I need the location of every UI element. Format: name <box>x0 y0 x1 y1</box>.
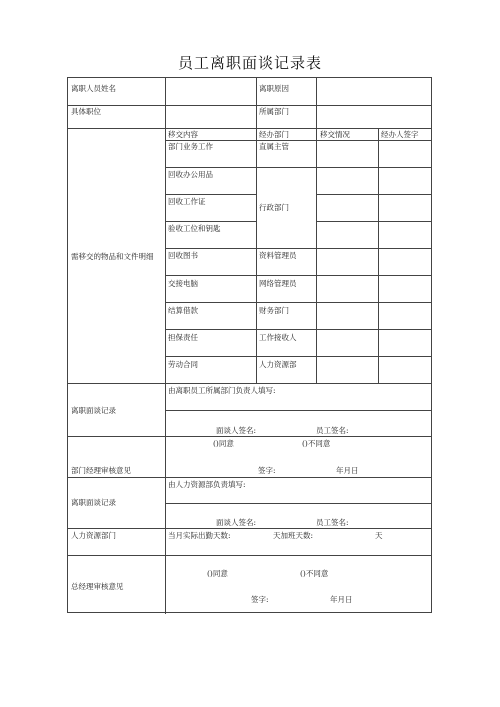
dept-receiver: 工作接收人 <box>259 333 297 342</box>
gm-disagree-option[interactable]: ()不同意 <box>300 569 329 578</box>
dept-supervisor: 直属主管 <box>259 142 289 151</box>
header-status: 移交情况 <box>320 130 350 139</box>
interview2-employee-signature: 员工签名: <box>316 518 349 527</box>
item-work-badge: 回收工作证 <box>168 197 206 206</box>
gm-sign-label: 签字: <box>251 595 269 604</box>
item-books: 回收图书 <box>168 251 198 260</box>
dept-records: 资料管理员 <box>259 251 297 260</box>
hr-label: 人力资源部门 <box>71 531 116 540</box>
dept-hr: 人力资源部 <box>259 360 297 369</box>
hr-days-unit: 天 <box>375 531 383 540</box>
page-title: 员工离职面谈记录表 <box>177 54 322 72</box>
interview2-label: 离职面谈记录 <box>71 498 116 507</box>
dept-network: 网络管理员 <box>259 279 297 288</box>
handover-section-label: 需移交的物品和文件明细 <box>71 252 154 261</box>
position-label: 具体职位 <box>71 107 101 116</box>
item-contract: 劳动合同 <box>168 360 198 369</box>
item-loans: 结算借款 <box>168 306 198 315</box>
manager-sign-label: 签字: <box>258 466 276 475</box>
item-office-supplies: 回收办公用品 <box>168 170 213 179</box>
header-content: 移交内容 <box>168 130 198 139</box>
employee-name-label: 离职人员姓名 <box>71 84 116 93</box>
resign-reason-label: 离职原因 <box>259 84 289 93</box>
item-work: 部门业务工作 <box>168 142 213 151</box>
gm-agree-option[interactable]: ()同意 <box>207 569 228 578</box>
interview1-interviewer-signature: 面谈人签名: <box>216 426 257 435</box>
manager-date-label: 年月日 <box>336 466 359 475</box>
interview1-note: 由离职员工所属部门负责人填写: <box>168 386 276 395</box>
dept-admin: 行政部门 <box>259 203 289 212</box>
interview2-note: 由人力资源部负责填写: <box>168 480 246 489</box>
dept-finance: 财务部门 <box>259 306 289 315</box>
header-dept: 经办部门 <box>259 130 289 139</box>
gm-review-label: 总经理审核意见 <box>71 582 124 591</box>
item-guarantee: 担保责任 <box>168 333 198 342</box>
interview2-interviewer-signature: 面谈人签名: <box>216 518 257 527</box>
item-desk-keys: 验收工位和钥匙 <box>168 224 221 233</box>
interview1-label: 离职面谈记录 <box>71 406 116 415</box>
manager-review-label: 部门经理审核意见 <box>71 466 131 475</box>
item-computer: 交接电脑 <box>168 279 198 288</box>
header-signer: 经办人签字 <box>381 130 419 139</box>
manager-disagree-option[interactable]: ()不同意 <box>302 439 331 448</box>
gm-date-label: 年月日 <box>330 595 353 604</box>
department-label: 所属部门 <box>259 107 289 116</box>
hr-overtime-days: 天加班天数: <box>273 531 314 540</box>
resignation-form <box>67 77 432 613</box>
hr-attendance-days: 当月实际出勤天数: <box>168 531 231 540</box>
manager-agree-option[interactable]: ()同意 <box>213 439 234 448</box>
interview1-employee-signature: 员工签名: <box>316 426 349 435</box>
